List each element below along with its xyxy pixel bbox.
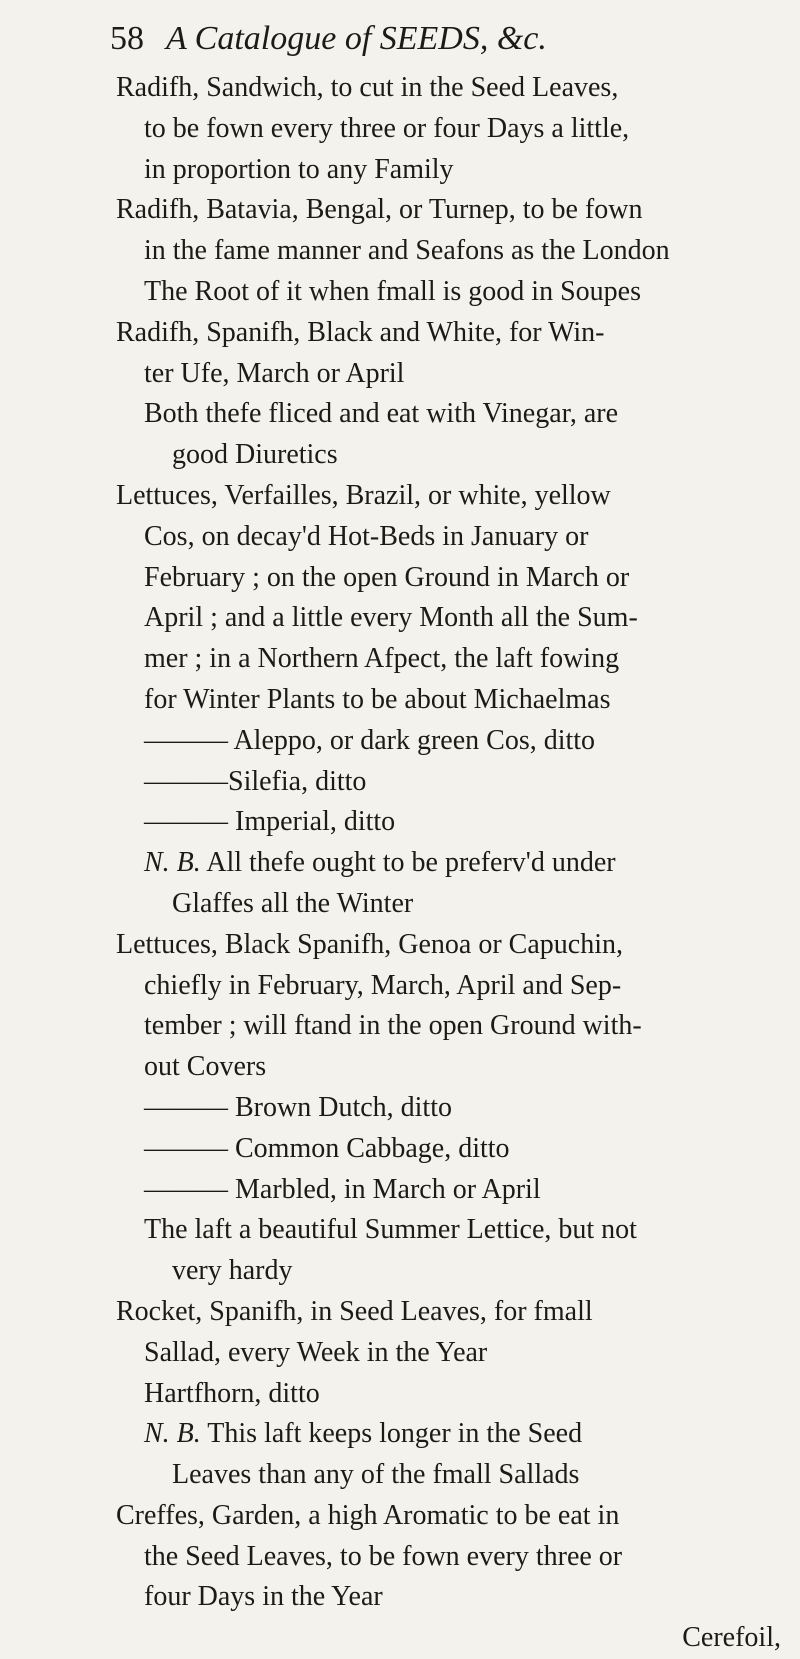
text-line: Hartfhorn, ditto: [144, 1377, 320, 1409]
text-line: in proportion to any Family: [144, 153, 454, 185]
text-line: chiefly in February, March, April and Sep-: [144, 969, 622, 1001]
text-line: ter Ufe, March or April: [144, 357, 405, 389]
text-line: ——— Brown Dutch, ditto: [144, 1091, 452, 1123]
text-line: Cos, on decay'd Hot-Beds in January or: [144, 520, 589, 552]
text-line: in the fame manner and Seafons as the London: [144, 235, 670, 267]
text-line: The laft a beautiful Summer Lettice, but not: [144, 1214, 637, 1246]
text-line: the Seed Leaves, to be fown every three or: [144, 1540, 623, 1572]
text-line: Glaffes all the Winter: [172, 887, 414, 919]
text-line: Both thefe fliced and eat with Vinegar, are: [144, 398, 619, 430]
text-line: Rocket, Spanifh, in Seed Leaves, for fmall: [116, 1295, 593, 1327]
text-line: Creffes, Garden, a high Aromatic to be eat in: [116, 1499, 620, 1531]
text-line: tember ; will ftand in the open Ground with-: [144, 1010, 642, 1042]
text-line: good Diuretics: [172, 439, 338, 471]
text-line: for Winter Plants to be about Michaelmas: [144, 683, 611, 715]
text-line: N. B. This laft keeps longer in the Seed: [144, 1418, 583, 1450]
text-line: very hardy: [172, 1255, 293, 1287]
catalogue-text: [116, 68, 781, 1618]
text-line: Radifh, Batavia, Bengal, or Turnep, to be fown: [116, 194, 643, 226]
text-line: to be fown every three or four Days a little,: [144, 112, 630, 144]
text-line: ——— Common Cabbage, ditto: [144, 1132, 510, 1164]
page-number: 58: [110, 20, 144, 57]
text-line: Lettuces, Verfailles, Brazil, or white, yellow: [116, 479, 611, 511]
text-line: mer ; in a Northern Afpect, the laft fowing: [144, 643, 620, 675]
text-line: February ; on the open Ground in March or: [144, 561, 630, 593]
text-line: Lettuces, Black Spanifh, Genoa or Capuchin,: [116, 928, 623, 960]
running-title: A Catalogue of SEEDS, &c.: [166, 20, 547, 57]
text-line: ——— Imperial, ditto: [144, 806, 396, 838]
catchword: Cerefoil,: [682, 1622, 781, 1654]
text-line: Radifh, Spanifh, Black and White, for Win-: [116, 316, 605, 348]
page-header: [110, 16, 760, 68]
text-line: Sallad, every Week in the Year: [144, 1336, 488, 1368]
text-line: ——— Marbled, in March or April: [144, 1173, 541, 1205]
text-line: out Covers: [144, 1051, 267, 1083]
text-line: N. B. All thefe ought to be preferv'd under: [144, 847, 616, 879]
text-line: Leaves than any of the fmall Sallads: [172, 1459, 580, 1491]
text-line: The Root of it when fmall is good in Soupes: [144, 275, 641, 307]
text-line: ———Silefia, ditto: [144, 765, 367, 797]
text-line: ——— Aleppo, or dark green Cos, ditto: [144, 724, 596, 756]
text-line: four Days in the Year: [144, 1581, 383, 1613]
text-line: April ; and a little every Month all the Sum-: [144, 602, 638, 634]
text-line: Radifh, Sandwich, to cut in the Seed Leaves,: [116, 72, 619, 103]
